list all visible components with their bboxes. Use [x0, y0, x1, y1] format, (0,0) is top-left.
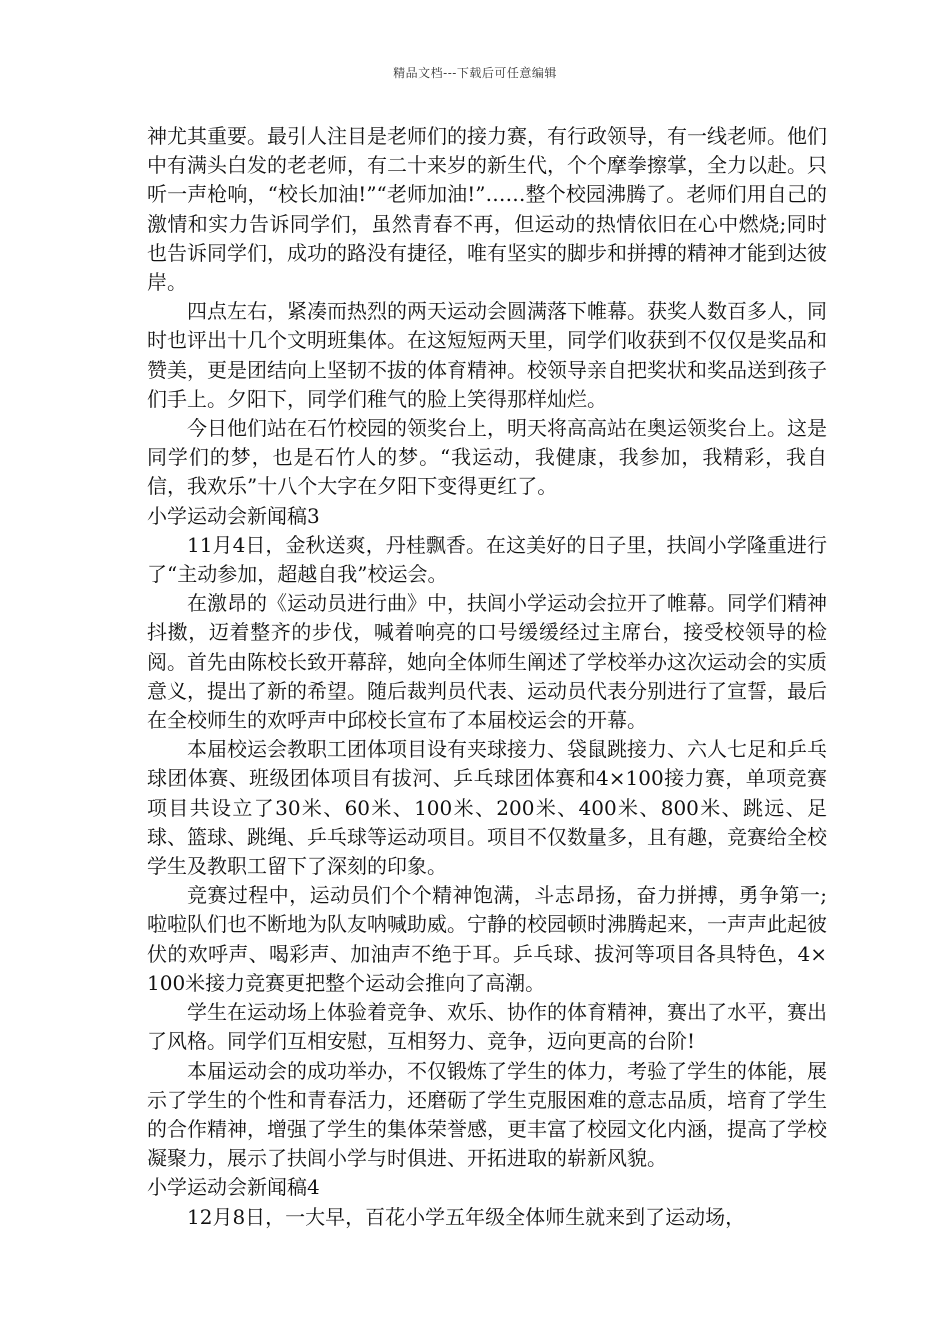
page-header: 精品文档---下载后可任意编辑: [393, 66, 557, 80]
document-body: [147, 122, 827, 1232]
section-heading: 小学运动会新闻稿4: [147, 1175, 320, 1200]
paragraph: 今日他们站在石竹校园的领奖台上，明天将高高站在奥运领奖台上。这是同学们的梦，也是石竹人的梦。“我运动，我健康，我参加，我精彩，我自信，我欢乐”十八个大字在夕阳下变得更红了。: [147, 416, 827, 499]
section-heading: 小学运动会新闻稿3: [147, 503, 320, 528]
paragraph: 本届校运会教职工团体项目设有夹球接力、袋鼠跳接力、六人七足和乒乓球团体赛、班级团体项目有拔河、乒乓球团体赛和4×100接力赛，单项竞赛项目共设立了30米、60米、100米、200米、400米、800米、跳远、足球、篮球、跳绳、乒乓球等运动项目。项目不仅数量多，且有趣，竞赛给全校学生及教职工留下了深刻的印象。: [147, 737, 827, 879]
paragraph: 本届运动会的成功举办，不仅锻炼了学生的体力，考验了学生的体能，展示了学生的个性和青春活力，还磨砺了学生克服困难的意志品质，培育了学生的合作精神，增强了学生的集体荣誉感，更丰富了校园文化内涵，提高了学校凝聚力，展示了扶闾小学与时俱进、开拓进取的崭新风貌。: [147, 1058, 827, 1171]
paragraph: 竞赛过程中，运动员们个个精神饱满，斗志昂扬，奋力拼搏，勇争第一;啦啦队们也不断地为队友呐喊助威。宁静的校园顿时沸腾起来，一声声此起彼伏的欢呼声、喝彩声、加油声不绝于耳。乒乓球、拔河等项目各具特色，4×100米接力竞赛更把整个运动会推向了高潮。: [147, 883, 827, 995]
paragraph: 四点左右，紧凑而热烈的两天运动会圆满落下帷幕。获奖人数百多人，同时也评出十几个文明班集体。在这短短两天里，同学们收获到不仅仅是奖品和赞美，更是团结向上坚韧不拔的体育精神。校领导亲自把奖状和奖品送到孩子们手上。夕阳下，同学们稚气的脸上笑得那样灿烂。: [147, 299, 827, 411]
paragraph: 11月4日，金秋送爽，丹桂飘香。在这美好的日子里，扶闾小学隆重进行了“主动参加，超越自我”校运会。: [147, 532, 827, 587]
paragraph: 神尤其重要。最引人注目是老师们的接力赛，有行政领导，有一线老师。他们中有满头白发的老老师，有二十来岁的新生代，个个摩拳擦掌，全力以赴。只听一声枪响，“校长加油!”“老师加油!”……整个校园沸腾了。老师们用自己的激情和实力告诉同学们，虽然青春不再，但运动的热情依旧在心中燃烧;同时也告诉同学们，成功的路没有捷径，唯有坚实的脚步和拼搏的精神才能到达彼岸。: [147, 124, 827, 295]
paragraph: 学生在运动场上体验着竞争、欢乐、协作的体育精神，赛出了水平，赛出了风格。同学们互相安慰，互相努力、竞争，迈向更高的台阶!: [147, 1000, 827, 1054]
paragraph: 在激昂的《运动员进行曲》中，扶闾小学运动会拉开了帷幕。同学们精神抖擞，迈着整齐的步伐，喊着响亮的口号缓缓经过主席台，接受校领导的检阅。首先由陈校长致开幕辞，她向全体师生阐述了学校举办这次运动会的实质意义，提出了新的希望。随后裁判员代表、运动员代表分别进行了宣誓，最后在全校师生的欢呼声中邱校长宣布了本届校运会的开幕。: [147, 591, 827, 733]
paragraph: 12月8日，一大早，百花小学五年级全体师生就来到了运动场，: [187, 1204, 746, 1229]
